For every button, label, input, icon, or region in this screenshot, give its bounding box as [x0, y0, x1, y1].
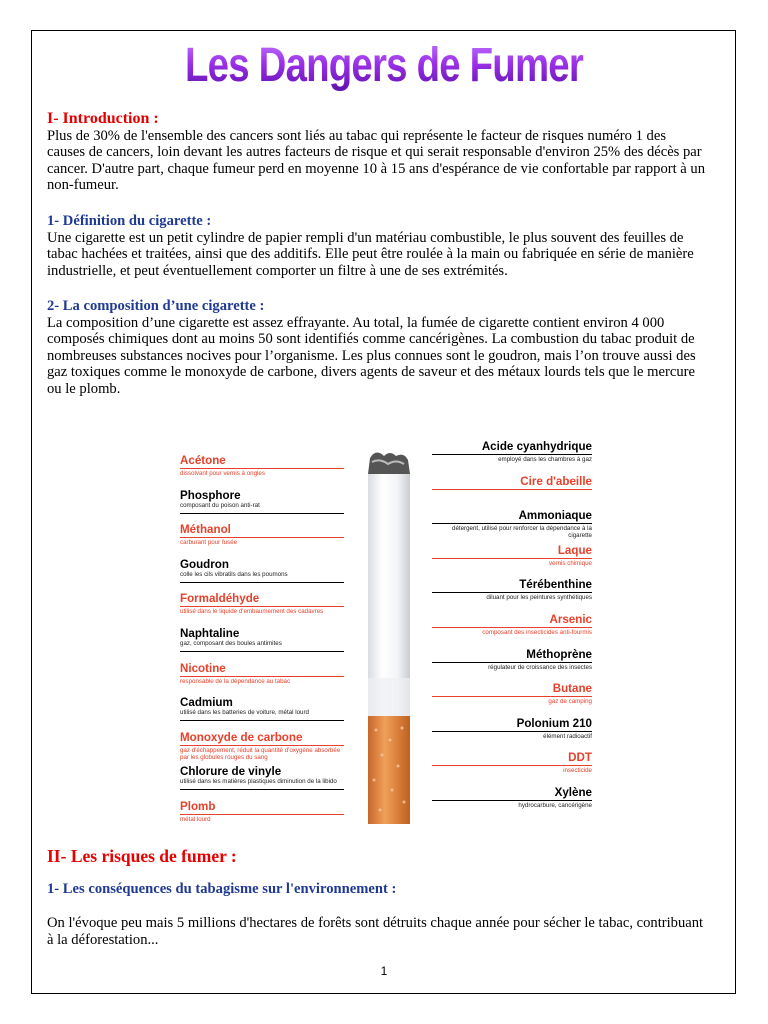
chemical-underline — [180, 720, 344, 721]
chemical-description: diluant pour les peintures synthétiques — [486, 594, 592, 602]
left-chemical-6 — [180, 662, 344, 697]
left-chemical-1 — [180, 489, 344, 524]
chemical-description: composant du poison anti-rat — [180, 501, 260, 509]
left-chemical-8 — [180, 731, 344, 766]
chemical-description: gaz de camping — [548, 698, 592, 706]
right-chemical-0 — [432, 440, 592, 475]
chemical-underline — [180, 513, 344, 514]
chemical-description: hydrocarbure, cancérigène — [518, 801, 592, 809]
chemical-underline — [180, 606, 344, 607]
chemical-name: Ammoniaque — [518, 509, 592, 523]
chemical-underline — [432, 454, 592, 455]
chemical-name: Chlorure de vinyle — [180, 765, 282, 779]
chemical-underline — [432, 731, 592, 732]
chemical-name: Acide cyanhydrique — [481, 440, 592, 453]
intro-heading: I- Introduction : — [47, 110, 159, 127]
chemical-underline — [180, 745, 344, 746]
chemical-underline — [180, 676, 344, 677]
chemical-underline — [432, 662, 592, 663]
chemical-underline — [180, 537, 344, 538]
chemical-underline — [432, 800, 592, 801]
chemical-name: Naphtaline — [180, 626, 240, 640]
chemical-underline — [432, 523, 592, 524]
chemical-name: Nicotine — [180, 661, 226, 675]
right-chemical-6 — [432, 648, 592, 683]
right-chemical-10 — [432, 786, 592, 821]
risks-subheading: 1- Les conséquences du tabagisme sur l'environnement : — [47, 880, 397, 897]
chemical-description: élément radioactif — [543, 732, 592, 740]
risks-paragraph: On l'évoque peu mais 5 millions d'hectares de forêts sont détruits chaque année pour sécher le tabac, contribuant à la déforestation... — [47, 915, 704, 948]
chemical-underline — [180, 814, 344, 815]
left-chemical-list — [180, 454, 344, 835]
intro-paragraph: Plus de 30% de l'ensemble des cancers sont liés au tabac qui représente le facteur de risques numéro 1 des causes de cancers, loin devant les autres facteurs de risque et qui serait responsable d'environ 25% des décès par cancer. D'autre part, chaque fumeur perd en moyenne 10 à 15 ans d'espérance de vie confortable par rapport à un non-fumeur. — [47, 127, 706, 194]
chemical-name: Cire d'abeille — [520, 474, 592, 488]
chemical-name: Phosphore — [180, 488, 241, 502]
chemical-name: Butane — [552, 682, 592, 696]
document-title: Les Dangers de Fumer — [77, 38, 691, 94]
right-chemical-2 — [432, 509, 592, 544]
chemical-name: Goudron — [180, 557, 229, 571]
chemical-name: Polonium 210 — [516, 716, 592, 730]
chemical-underline — [432, 627, 592, 628]
right-chemical-1 — [432, 475, 592, 510]
right-chemical-3 — [432, 544, 592, 579]
chemical-description: gaz, composant des boules antimites — [180, 639, 282, 647]
right-chemical-9 — [432, 751, 592, 786]
chemical-description: composant des insecticides anti-fourmis — [482, 628, 592, 636]
risks-heading: II- Les risques de fumer : — [47, 846, 237, 866]
right-chemical-7 — [432, 682, 592, 717]
page-number: 1 — [380, 964, 388, 978]
chemical-name: Cadmium — [180, 696, 233, 710]
chemical-name: Formaldéhyde — [180, 592, 260, 606]
chemical-name: Xylène — [554, 785, 592, 799]
left-chemical-7 — [180, 696, 344, 731]
chemical-description: utilisé dans les batteries de voiture, métal lourd — [180, 709, 309, 717]
chemical-underline — [180, 651, 344, 652]
chemical-underline — [432, 696, 592, 697]
chemical-underline — [180, 468, 344, 469]
chemical-name: DDT — [568, 751, 592, 765]
chemical-underline — [432, 489, 592, 490]
definition-section — [47, 213, 707, 279]
chemical-name: Monoxyde de carbone — [180, 730, 303, 744]
cigarette-filter — [368, 716, 410, 824]
chemical-name: Méthanol — [180, 523, 231, 537]
right-chemical-list — [432, 440, 592, 821]
right-chemical-5 — [432, 613, 592, 648]
left-chemical-5 — [180, 627, 344, 662]
chemical-description: utilisé dans les matières plastiques diminution de la libido — [180, 778, 337, 786]
chemical-description: gaz d'échappement, réduit la quantité d'oxygène absorbée par les globules rouges du sang — [180, 746, 341, 761]
composition-paragraph: La composition d’une cigarette est assez effrayante. Au total, la fumée de cigarette contient environ 4 000 composés chimiques dont au moins 50 sont identifiés comme cancérigènes. La combustion du tabac produit de nombreuses substances nocives pour l’organisme. Les plus connues sont le goudron, mais l’on trouve aussi des gaz toxiques comme le monoxyde de carbone, divers agents de saveur et des métaux lourds tels que le mercure ou le plomb. — [47, 314, 696, 397]
chemical-underline — [432, 765, 592, 766]
chemical-name: Laque — [557, 543, 592, 557]
chemical-name: Arsenic — [549, 612, 592, 626]
chemical-description: employé dans les chambres à gaz — [498, 456, 592, 463]
chemical-description: colle les cils vibratils dans les poumons — [180, 570, 288, 578]
right-chemical-4 — [432, 578, 592, 613]
chemical-name: Acétone — [180, 454, 226, 467]
chemical-name: Plomb — [180, 799, 216, 813]
chemical-description: utilisé dans le liquide d'embaumement des cadavres — [180, 608, 324, 616]
composition-heading: 2- La composition d’une cigarette : — [47, 298, 265, 314]
left-chemical-0 — [180, 454, 344, 489]
chemical-description: responsable de la dépendance au tabac — [180, 677, 291, 685]
chemical-underline — [432, 592, 592, 593]
cigarette-illustration — [362, 450, 416, 828]
definition-paragraph: Une cigarette est un petit cylindre de papier rempli d'un matériau combustible, le plus souvent des feuilles de tabac hachées et traitées, ainsi que des additifs. Elle peut être roulée à la main ou fabriquée en série de manière industrielle, et peut éventuellement comporter un filtre à une de ses extrémités. — [47, 229, 694, 279]
definition-heading: 1- Définition du cigarette : — [47, 213, 212, 229]
risks-section — [47, 848, 707, 948]
left-chemical-10 — [180, 800, 344, 835]
chemical-name: Térébenthine — [519, 578, 592, 592]
chemical-description: régulateur de croissance des insectes — [488, 663, 592, 671]
chemical-description: métal lourd — [180, 815, 211, 823]
chemical-description: détergent, utilisé pour renforcer la dépendance à la cigarette — [452, 525, 592, 540]
chemical-underline — [432, 558, 592, 559]
chemical-description: insecticide — [563, 767, 592, 775]
chemical-underline — [180, 789, 344, 790]
chemical-description: vernis chimique — [549, 559, 592, 567]
left-chemical-9 — [180, 765, 344, 800]
right-chemical-8 — [432, 717, 592, 752]
composition-section — [47, 298, 707, 398]
left-chemical-4 — [180, 592, 344, 627]
cigarette-infographic — [170, 436, 602, 834]
chemical-description: dissolvant pour vernis à ongles — [180, 470, 265, 477]
left-chemical-2 — [180, 523, 344, 558]
chemical-description: carburant pour fusée — [180, 539, 238, 547]
left-chemical-3 — [180, 558, 344, 593]
intro-section — [47, 111, 707, 194]
chemical-name: Méthoprène — [526, 647, 592, 661]
chemical-underline — [180, 582, 344, 583]
